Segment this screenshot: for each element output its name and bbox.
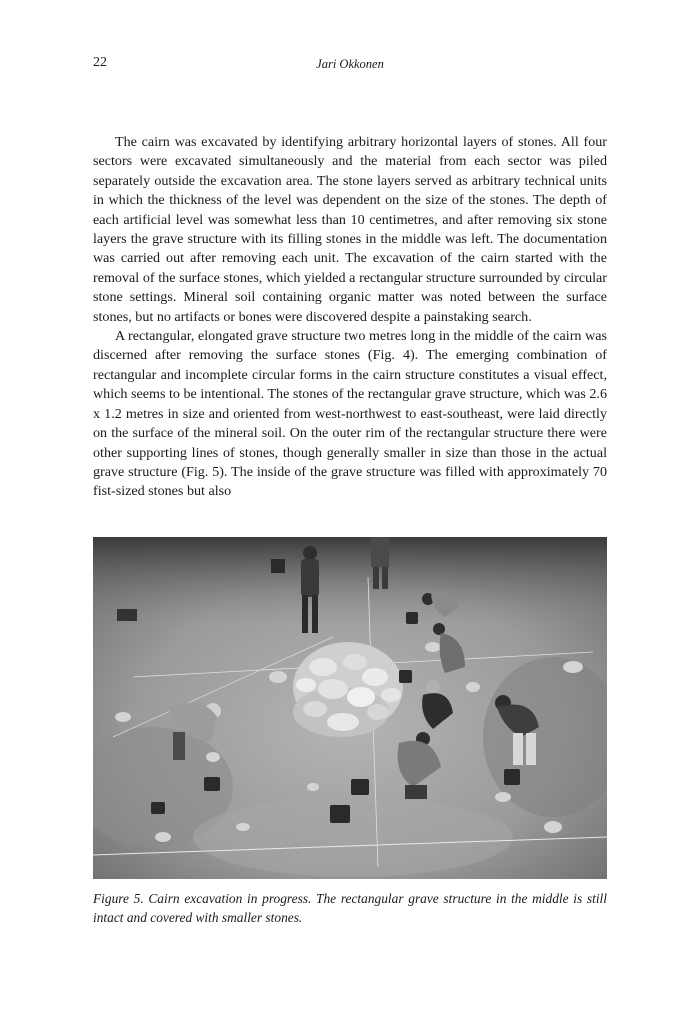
paragraph-1: The cairn was excavated by identifying arbitrary horizontal layers of stones. All four sectors were excavated simultaneously and the material from each sector was piled separately outside the excavation area. The stone layers served as arbitrary technical units in which the thickness of the level was dependent on the size of the stones. The depth of each artificial level was somewhat less than 10 centimetres, and after removing six stone layers the grave structure with its filling stones in the middle was left. The documentation was carried out after removing each unit. The excavation of the cairn started with the removal of the surface stones, which yielded a rectangular structure surrounded by circular stone settings. Mineral soil containing organic matter was noted between the surface stones, but no artifacts or bones were discovered despite a painstaking search. xyxy=(93,134,607,325)
figure-caption: Figure 5. Cairn excavation in progress. The rectangular grave structure in the middle is still intact and covered with smaller stones. xyxy=(93,891,607,925)
body-text xyxy=(93,133,607,502)
forest-edge xyxy=(93,537,607,627)
page-number: 22 xyxy=(93,55,107,70)
excavation-photo xyxy=(93,537,607,879)
paragraph-2: A rectangular, elongated grave structure two metres long in the middle of the cairn was discerned after removing the surface stones (Fig. 4). The emerging combination of rectangular and incomplete circular forms in the cairn structure constitutes a visual effect, which seems to be intentional. The stones of the rectangular grave structure, which was 2.6 x 1.2 metres in size and oriented from west-northwest to east-southeast, were laid directly on the surface of the mineral soil. On the outer rim of the rectangular structure there were other supporting lines of stones, though generally smaller in size than those in the actual grave structure (Fig. 5). The inside of the grave structure was filled with approximately 70 fist-sized stones but also xyxy=(93,328,607,500)
figure-5-photo xyxy=(93,537,607,879)
running-head-author: Jari Okkonen xyxy=(316,57,384,71)
